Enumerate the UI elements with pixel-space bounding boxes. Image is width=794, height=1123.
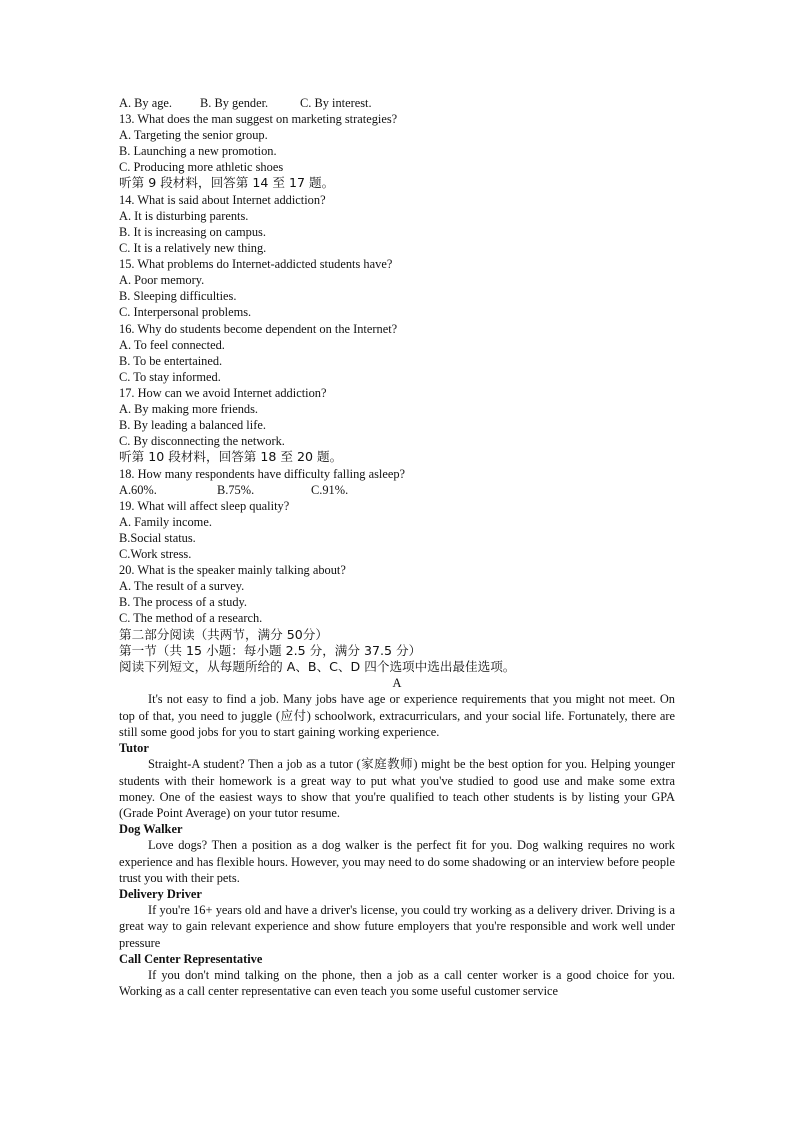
q19-option-a: A. Family income. bbox=[119, 514, 212, 529]
q18-option-a: A.60%. bbox=[119, 482, 157, 497]
q14-question: 14. What is said about Internet addiction? bbox=[119, 192, 326, 207]
section-10-instruction: 听第 10 段材料，回答第 18 至 20 题。 bbox=[119, 449, 343, 465]
q16-option-c: C. To stay informed. bbox=[119, 369, 221, 384]
q18-option-c: C.91%. bbox=[311, 482, 349, 497]
q14-option-c: C. It is a relatively new thing. bbox=[119, 241, 267, 256]
q20-question: 20. What is the speaker mainly talking about? bbox=[119, 563, 346, 578]
q19-option-c: C.Work stress. bbox=[119, 547, 192, 562]
q18-option-b: B.75%. bbox=[217, 482, 255, 497]
call-center-paragraph: If you don't mind talking on the phone, then a job as a call center worker is a good choice for you. Working as a call center representative can even teach you some useful customer service bbox=[119, 967, 675, 999]
q12-options bbox=[119, 95, 675, 111]
delivery-driver-heading: Delivery Driver bbox=[119, 886, 202, 901]
q13-option-a: A. Targeting the senior group. bbox=[119, 128, 268, 143]
q16-option-a: A. To feel connected. bbox=[119, 337, 225, 352]
q20-option-b: B. The process of a study. bbox=[119, 595, 248, 610]
document-page bbox=[119, 95, 675, 999]
intro-paragraph: It's not easy to find a job. Many jobs have age or experience requirements that you might not meet. On top of that, you need to juggle (应付) schoolwork, extracurriculars, and your social life. Fortunately, there are still some good jobs for you to start gaining working experience. bbox=[119, 692, 675, 739]
q18-question: 18. How many respondents have difficulty falling asleep? bbox=[119, 466, 406, 481]
q13-question: 13. What does the man suggest on marketing strategies? bbox=[119, 112, 398, 127]
q13-option-b: B. Launching a new promotion. bbox=[119, 144, 277, 159]
q12-option-b: B. By gender. bbox=[200, 96, 269, 110]
q14-option-a: A. It is disturbing parents. bbox=[119, 208, 249, 223]
q13-option-c: C. Producing more athletic shoes bbox=[119, 160, 284, 175]
q15-option-a: A. Poor memory. bbox=[119, 273, 205, 288]
q20-option-a: A. The result of a survey. bbox=[119, 579, 245, 594]
q17-option-b: B. By leading a balanced life. bbox=[119, 418, 266, 433]
section-9-instruction: 听第 9 段材料，回答第 14 至 17 题。 bbox=[119, 175, 335, 191]
q20-option-c: C. The method of a research. bbox=[119, 611, 263, 626]
tutor-paragraph: Straight-A student? Then a job as a tutor (家庭教师) might be the best option for you. Helping younger students with their homework is a great way to put what you've studied to good use and make some extra money. One of the easiest ways to show that you're qualified to teach other students is by listing your GPA (Grade Point Average) on your tutor resume. bbox=[119, 757, 675, 820]
part-2-title: 第二部分阅读（共两节，满分 50分） bbox=[119, 626, 328, 642]
section-1-title: 第一节（共 15 小题：每小题 2.5 分，满分 37.5 分） bbox=[119, 642, 422, 658]
q16-question: 16. Why do students become dependent on the Internet? bbox=[119, 321, 398, 336]
q12-option-c: C. By interest. bbox=[300, 96, 372, 110]
reading-instructions: 阅读下列短文，从每题所给的 A、B、C、D 四个选项中选出最佳选项。 bbox=[119, 659, 516, 675]
q17-question: 17. How can we avoid Internet addiction? bbox=[119, 385, 327, 400]
q15-option-c: C. Interpersonal problems. bbox=[119, 305, 252, 320]
q15-question: 15. What problems do Internet-addicted students have? bbox=[119, 257, 393, 272]
q14-option-b: B. It is increasing on campus. bbox=[119, 224, 266, 239]
q17-option-c: C. By disconnecting the network. bbox=[119, 434, 285, 449]
q12-option-a: A. By age. bbox=[119, 96, 172, 110]
delivery-driver-paragraph: If you're 16+ years old and have a driver's license, you could try working as a delivery driver. Driving is a great way to gain relevant experience and show future employers that you're responsible and work well under pressure bbox=[119, 903, 675, 950]
q19-option-b: B.Social status. bbox=[119, 530, 196, 545]
q17-option-a: A. By making more friends. bbox=[119, 401, 259, 416]
q18-options bbox=[119, 482, 675, 498]
passage-label: A bbox=[392, 676, 402, 691]
call-center-heading: Call Center Representative bbox=[119, 951, 263, 966]
q19-question: 19. What will affect sleep quality? bbox=[119, 498, 290, 513]
dog-walker-paragraph: Love dogs? Then a position as a dog walker is the perfect fit for you. Dog walking requires no work experience and has flexible hours. However, you may need to do some shadowing or an interview before people trust you with their pets. bbox=[119, 838, 675, 885]
tutor-heading: Tutor bbox=[119, 741, 149, 756]
q16-option-b: B. To be entertained. bbox=[119, 353, 223, 368]
dog-walker-heading: Dog Walker bbox=[119, 822, 183, 837]
q15-option-b: B. Sleeping difficulties. bbox=[119, 289, 237, 304]
